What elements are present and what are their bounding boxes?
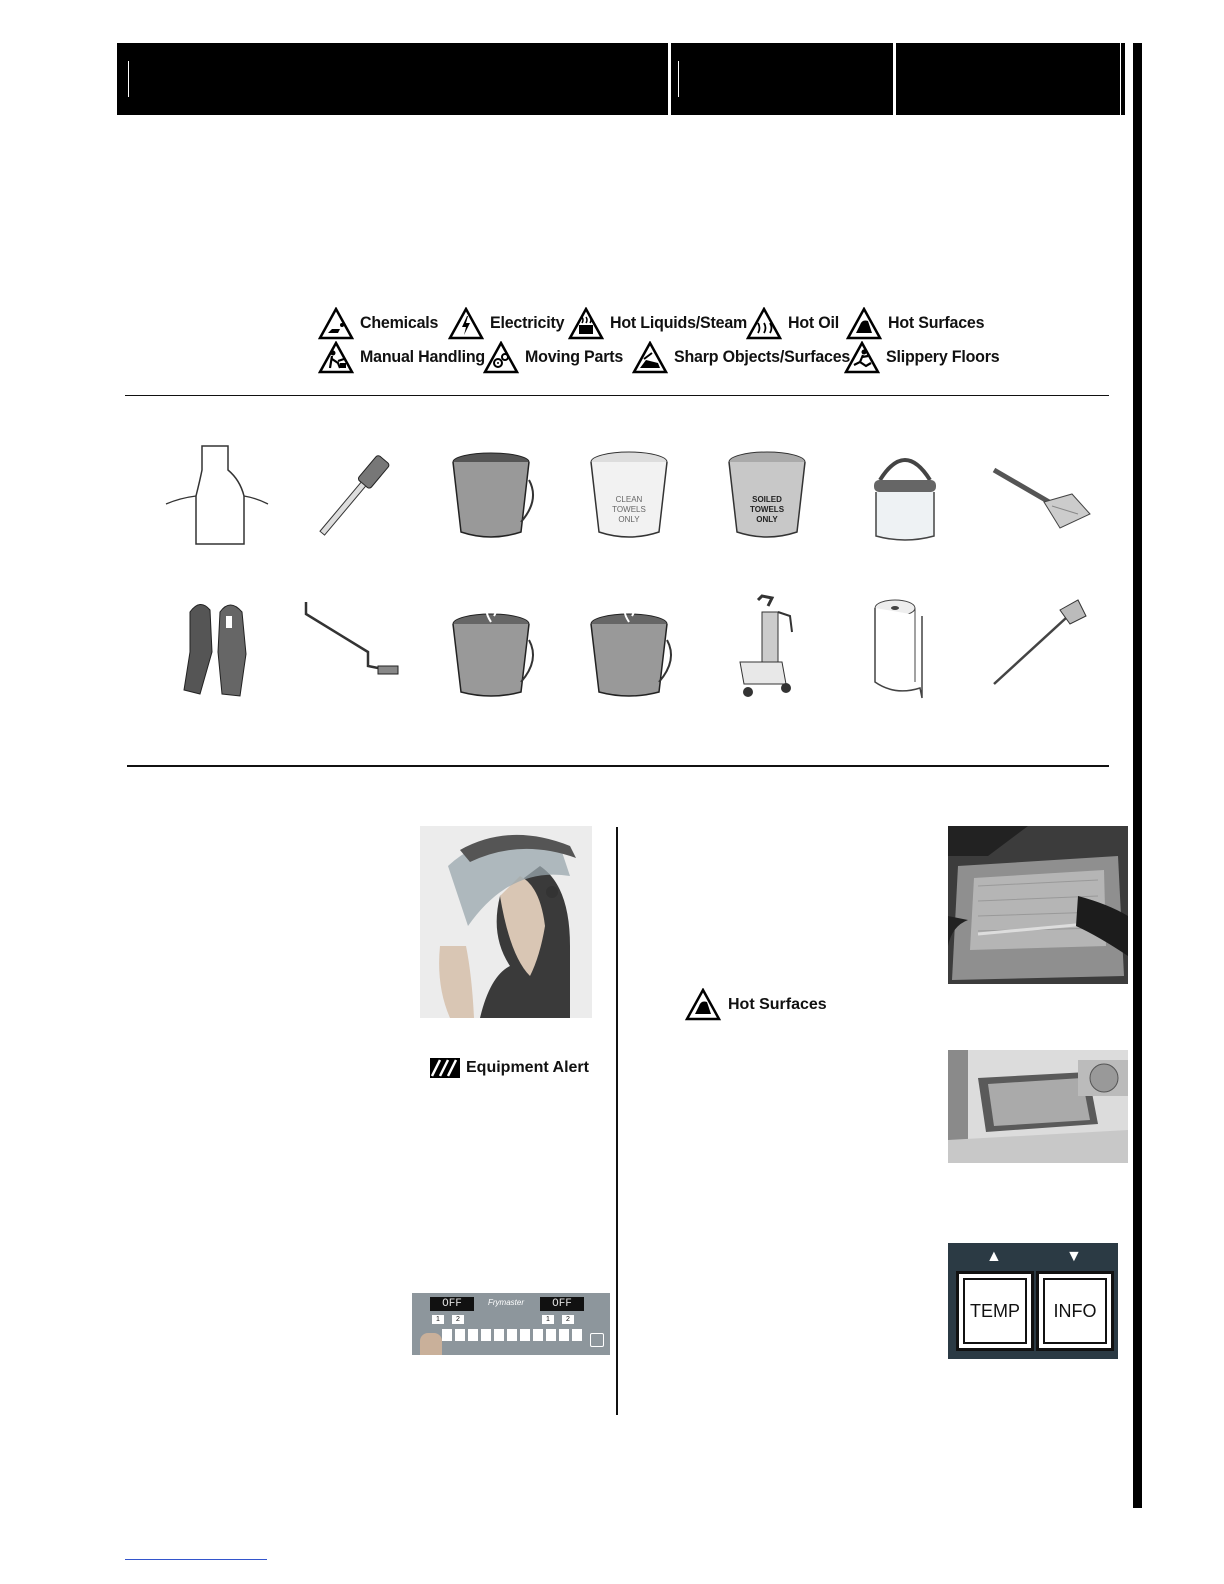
gloves-icon — [160, 592, 270, 702]
hazard-label: Slippery Floors — [886, 348, 1000, 367]
electricity-warning-icon — [448, 307, 484, 341]
hazard-manual-handling — [318, 340, 485, 376]
section-rule — [125, 395, 1109, 396]
power-icon[interactable] — [590, 1333, 604, 1347]
lane-button[interactable]: 1 — [542, 1315, 554, 1324]
header-bar — [117, 43, 1125, 115]
svg-text:TOWELS: TOWELS — [612, 505, 646, 514]
hazard-electricity — [448, 306, 564, 342]
right-controller-display: OFF — [540, 1297, 584, 1311]
header-divider — [893, 43, 896, 115]
filter-pan-installed-photo — [948, 1050, 1128, 1163]
equipment-alert-icon — [430, 1058, 460, 1078]
up-arrow-icon: ▲ — [986, 1248, 1002, 1265]
equipment-alert — [430, 1058, 589, 1078]
fryer-controller-photo — [412, 1293, 610, 1355]
sanitizer-bucket-icon — [574, 592, 684, 702]
header-tick — [678, 61, 679, 97]
hazard-hot-liquids — [568, 306, 747, 342]
lane-button[interactable]: 1 — [432, 1315, 444, 1324]
hazard-slippery-floors — [844, 340, 999, 376]
hazard-label: Hot Surfaces — [888, 314, 985, 333]
chemicals-warning-icon — [318, 307, 354, 341]
down-arrow-icon: ▼ — [1066, 1248, 1082, 1265]
finger — [420, 1333, 442, 1355]
hazard-label: Moving Parts — [525, 348, 624, 367]
equipment-alert-label: Equipment Alert — [466, 1059, 589, 1076]
product-key-row[interactable] — [442, 1329, 582, 1341]
temp-info-key-panel — [948, 1243, 1118, 1359]
header-divider — [668, 43, 671, 115]
lane-button[interactable]: 2 — [562, 1315, 574, 1324]
left-controller-display: OFF — [430, 1297, 474, 1311]
column-divider — [616, 827, 618, 1415]
hot-surfaces-warning-icon — [684, 988, 722, 1022]
hot-surfaces-warning-icon — [846, 307, 882, 341]
face-shield-icon — [850, 440, 960, 550]
long-handle-scraper-icon — [986, 592, 1096, 702]
brush-icon — [298, 440, 408, 550]
hazard-moving-parts — [483, 340, 623, 376]
section-rule — [127, 765, 1109, 767]
hazard-label: Electricity — [490, 314, 565, 333]
svg-text:ONLY: ONLY — [618, 515, 640, 524]
hot-surfaces-alert — [684, 988, 827, 1022]
controller-brand: Frymaster — [488, 1298, 524, 1307]
header-edge — [1120, 43, 1121, 115]
bucket-icon — [436, 440, 546, 550]
hazard-label: Hot Oil — [788, 314, 840, 333]
hazard-sharp-objects — [632, 340, 850, 376]
hazard-label: Manual Handling — [360, 348, 486, 367]
hazard-chemicals — [318, 306, 438, 342]
svg-text:CLEAN: CLEAN — [615, 495, 643, 504]
hot-water-bucket-icon — [436, 592, 546, 702]
paper-towel-roll-icon — [850, 592, 960, 702]
filter-pan-photo — [948, 826, 1128, 984]
scraper-icon — [986, 440, 1096, 550]
moving-parts-warning-icon — [483, 341, 519, 375]
clean-towels-bucket-icon — [574, 440, 684, 550]
face-shield-photo — [420, 826, 592, 1018]
header-tick — [128, 61, 129, 97]
slippery-floors-warning-icon — [844, 341, 880, 375]
hot-surfaces-label: Hot Surfaces — [728, 996, 827, 1013]
svg-text:SOILED: SOILED — [752, 495, 782, 504]
hot-liquids-warning-icon — [568, 307, 604, 341]
svg-text:TOWELS: TOWELS — [749, 505, 785, 514]
apron-icon — [160, 440, 270, 550]
temp-button[interactable]: TEMP — [956, 1271, 1034, 1351]
hazard-label: Sharp Objects/Surfaces — [674, 348, 851, 367]
hazard-hot-surfaces — [846, 306, 984, 342]
soiled-towels-bucket-icon — [712, 440, 822, 550]
lane-button[interactable]: 2 — [452, 1315, 464, 1324]
hook-tool-icon — [298, 592, 408, 702]
hazard-hot-oil — [746, 306, 839, 342]
hot-oil-warning-icon — [746, 307, 782, 341]
info-button[interactable]: INFO — [1036, 1271, 1114, 1351]
oil-shuttle-cart-icon — [712, 592, 822, 702]
page-edge-rule — [1133, 43, 1142, 1508]
hazard-label: Hot Liquids/Steam — [610, 314, 748, 333]
hazard-label: Chemicals — [360, 314, 439, 333]
footer-link-underline — [125, 1559, 267, 1560]
manual-handling-warning-icon — [318, 341, 354, 375]
sharp-objects-warning-icon — [632, 341, 668, 375]
svg-text:ONLY: ONLY — [756, 515, 778, 524]
